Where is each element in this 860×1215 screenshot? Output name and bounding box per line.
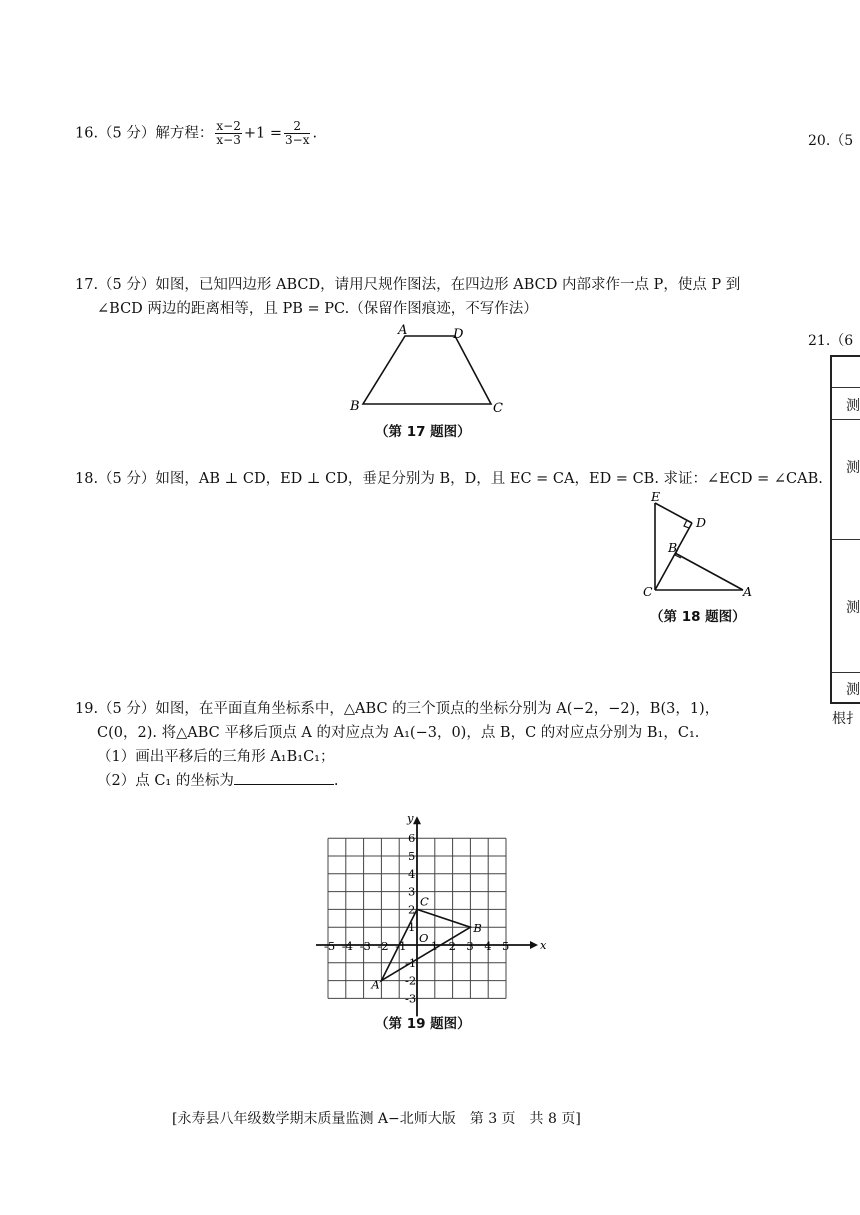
label-c: C [643,584,653,599]
y-tick-label: 6 [408,831,416,846]
y-tick-label: 5 [408,849,416,863]
table-cell: 测 [846,398,860,414]
q19-line2: C(0，2). 将△ABC 平移后顶点 A 的对应点为 A₁(−3，0)，点 B，C 的对应点分别为 B₁，C₁. [97,725,700,741]
x-axis-arrow [530,941,538,949]
y-tick-label: 2 [408,902,416,917]
q18-figure [640,490,760,600]
q20-label: 20.（5 [808,133,854,149]
q17-line2: ∠BCD 两边的距离相等，且 PB = PC.（保留作图痕迹，不写作法） [97,301,538,317]
q17-caption: （第 17 题图） [375,424,471,440]
label-b: B [350,399,360,414]
label-b: B [668,540,678,555]
label-d: D [696,515,707,530]
q19-line1: 19.（5 分）如图，在平面直角坐标系中，△ABC 的三个顶点的坐标分别为 A(−2，−2)，B(3，1)， [75,701,720,717]
x-tick-label: -2 [377,939,389,953]
x-tick-label: -4 [341,939,354,953]
label-a: A [398,323,408,338]
table-cell: 测 [846,682,860,698]
origin-label: O [419,931,429,945]
x-tick-label: 1 [430,939,439,953]
q16-middle: +1 = [243,125,283,142]
label-c: C [493,401,503,416]
y-axis-label: y [407,811,414,826]
right-bottom-text: 根扌 [832,711,860,727]
q21-table-fragment [830,355,860,704]
q19-part2: （2）点 C₁ 的坐标为 . [97,769,338,793]
y-tick-label: 1 [408,920,416,935]
q18-line1: 18.（5 分）如图，AB ⊥ CD，ED ⊥ CD，垂足分别为 B，D，且 EC = CA，ED = CB. 求证：∠ECD = ∠CAB. [75,471,823,487]
q16-fraction-right: $\frac{2}{3-x}$ [285,119,310,147]
point-a-label: A [371,977,380,992]
table-cell: 测 [846,600,860,616]
q17-trapezoid-figure [345,322,545,416]
q16-prefix: 16.（5 分）解方程： [75,125,214,142]
point-c-label: C [420,894,429,909]
trapezoid-abcd [363,336,491,404]
q21-label: 21.（6 [808,333,854,349]
q16-fraction-left: $\frac{x-2}{x-3}$ [216,119,241,147]
label-d: D [453,327,464,342]
q18-caption: （第 18 题图） [650,609,746,625]
answer-blank[interactable] [234,770,334,785]
x-tick-label: 4 [484,939,492,953]
x-tick-label: 5 [502,939,510,953]
x-tick-label: -1 [395,939,407,953]
y-tick-label: -2 [405,973,417,988]
page-footer: [永寿县八年级数学期末质量监测 A−北师大版 第 3 页 共 8 页] [172,1111,581,1127]
x-tick-label: -3 [359,939,371,953]
x-tick-label: -5 [324,939,336,953]
x-tick-label: 2 [448,939,456,953]
label-a: A [743,584,753,599]
x-tick-label: 3 [466,939,474,953]
question-16: 16.（5 分）解方程： $\frac{x-2}{x-3}$ +1 = $\frac{2}{3-x}$ . [75,119,318,147]
point-b-label: B [473,921,482,936]
x-axis-label: x [540,938,547,952]
table-cell: 测 [846,460,860,476]
y-tick-label: -3 [405,991,417,1006]
q17-line1: 17.（5 分）如图，已知四边形 ABCD，请用尺规作图法，在四边形 ABCD 内部求作一点 P，使点 P 到 [75,277,741,293]
y-axis-arrow [413,816,421,824]
q19-caption: （第 19 题图） [375,1016,471,1032]
y-tick-label: 4 [408,866,416,881]
label-e: E [651,489,661,504]
q19-part1: （1）画出平移后的三角形 A₁B₁C₁； [97,749,335,765]
y-tick-label: 3 [408,884,416,899]
y-tick-label: -1 [405,955,417,970]
